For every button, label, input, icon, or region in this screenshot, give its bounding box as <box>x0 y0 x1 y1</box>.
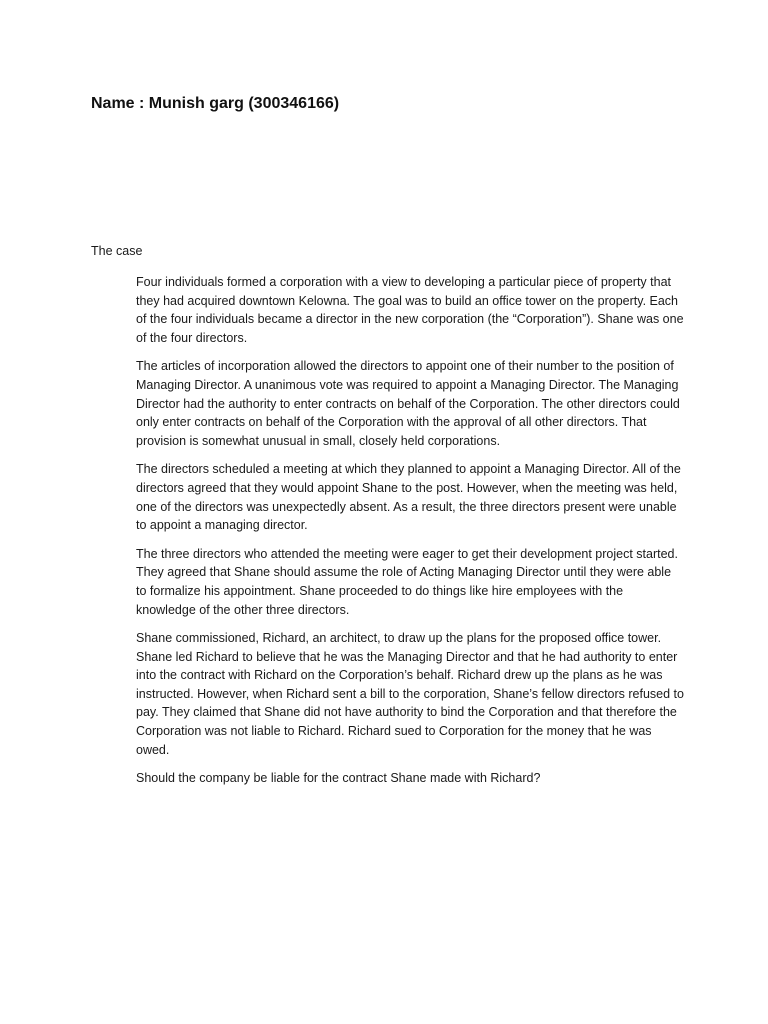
case-body <box>136 273 684 798</box>
section-label: The case <box>91 244 143 258</box>
case-paragraph: The directors scheduled a meeting at which they planned to appoint a Managing Director. All of the directors agreed that they would appoint Shane to the post. However, when the meeting was held, one of the directors was unexpectedly absent. As a result, the three directors present were unable to appoint a managing director. <box>136 462 681 533</box>
student-name-heading: Name : Munish garg (300346166) <box>91 95 340 112</box>
case-paragraph: Four individuals formed a corporation with a view to developing a particular piece of property that they had acquired downtown Kelowna. The goal was to build an office tower on the property. Each of the four individuals became a director in the new corporation (the “Corporation”). Shane was one of the four directors. <box>136 275 684 345</box>
case-paragraph: The three directors who attended the meeting were eager to get their development project started. They agreed that Shane should assume the role of Acting Managing Director until they were able to formalize his appointment. Shane proceeded to do things like hire employees with the knowledge of the other three directors. <box>136 546 678 617</box>
case-paragraph: Shane commissioned, Richard, an architect, to draw up the plans for the proposed office tower. Shane led Richard to believe that he was the Managing Director and that he had authority to enter into the contract with Richard on the Corporation’s behalf. Richard drew up the plans as he was instructed. However, when Richard sent a bill to the corporation, Shane’s fellow directors refused to pay. They claimed that Shane did not have authority to bind the Corporation and that therefore the Corporation was not liable to Richard. Richard sued to Corporation for the money that he was owed. <box>136 631 684 757</box>
case-paragraph: The articles of incorporation allowed the directors to appoint one of their number to the position of Managing Director. A unanimous vote was required to appoint a Managing Director. The Managing Director had the authority to enter contracts on behalf of the Corporation. The other directors could only enter contracts on behalf of the Corporation with the approval of all other directors. That provision is somewhat unusual in small, closely held corporations. <box>136 359 680 448</box>
case-question: Should the company be liable for the contract Shane made with Richard? <box>136 771 541 786</box>
